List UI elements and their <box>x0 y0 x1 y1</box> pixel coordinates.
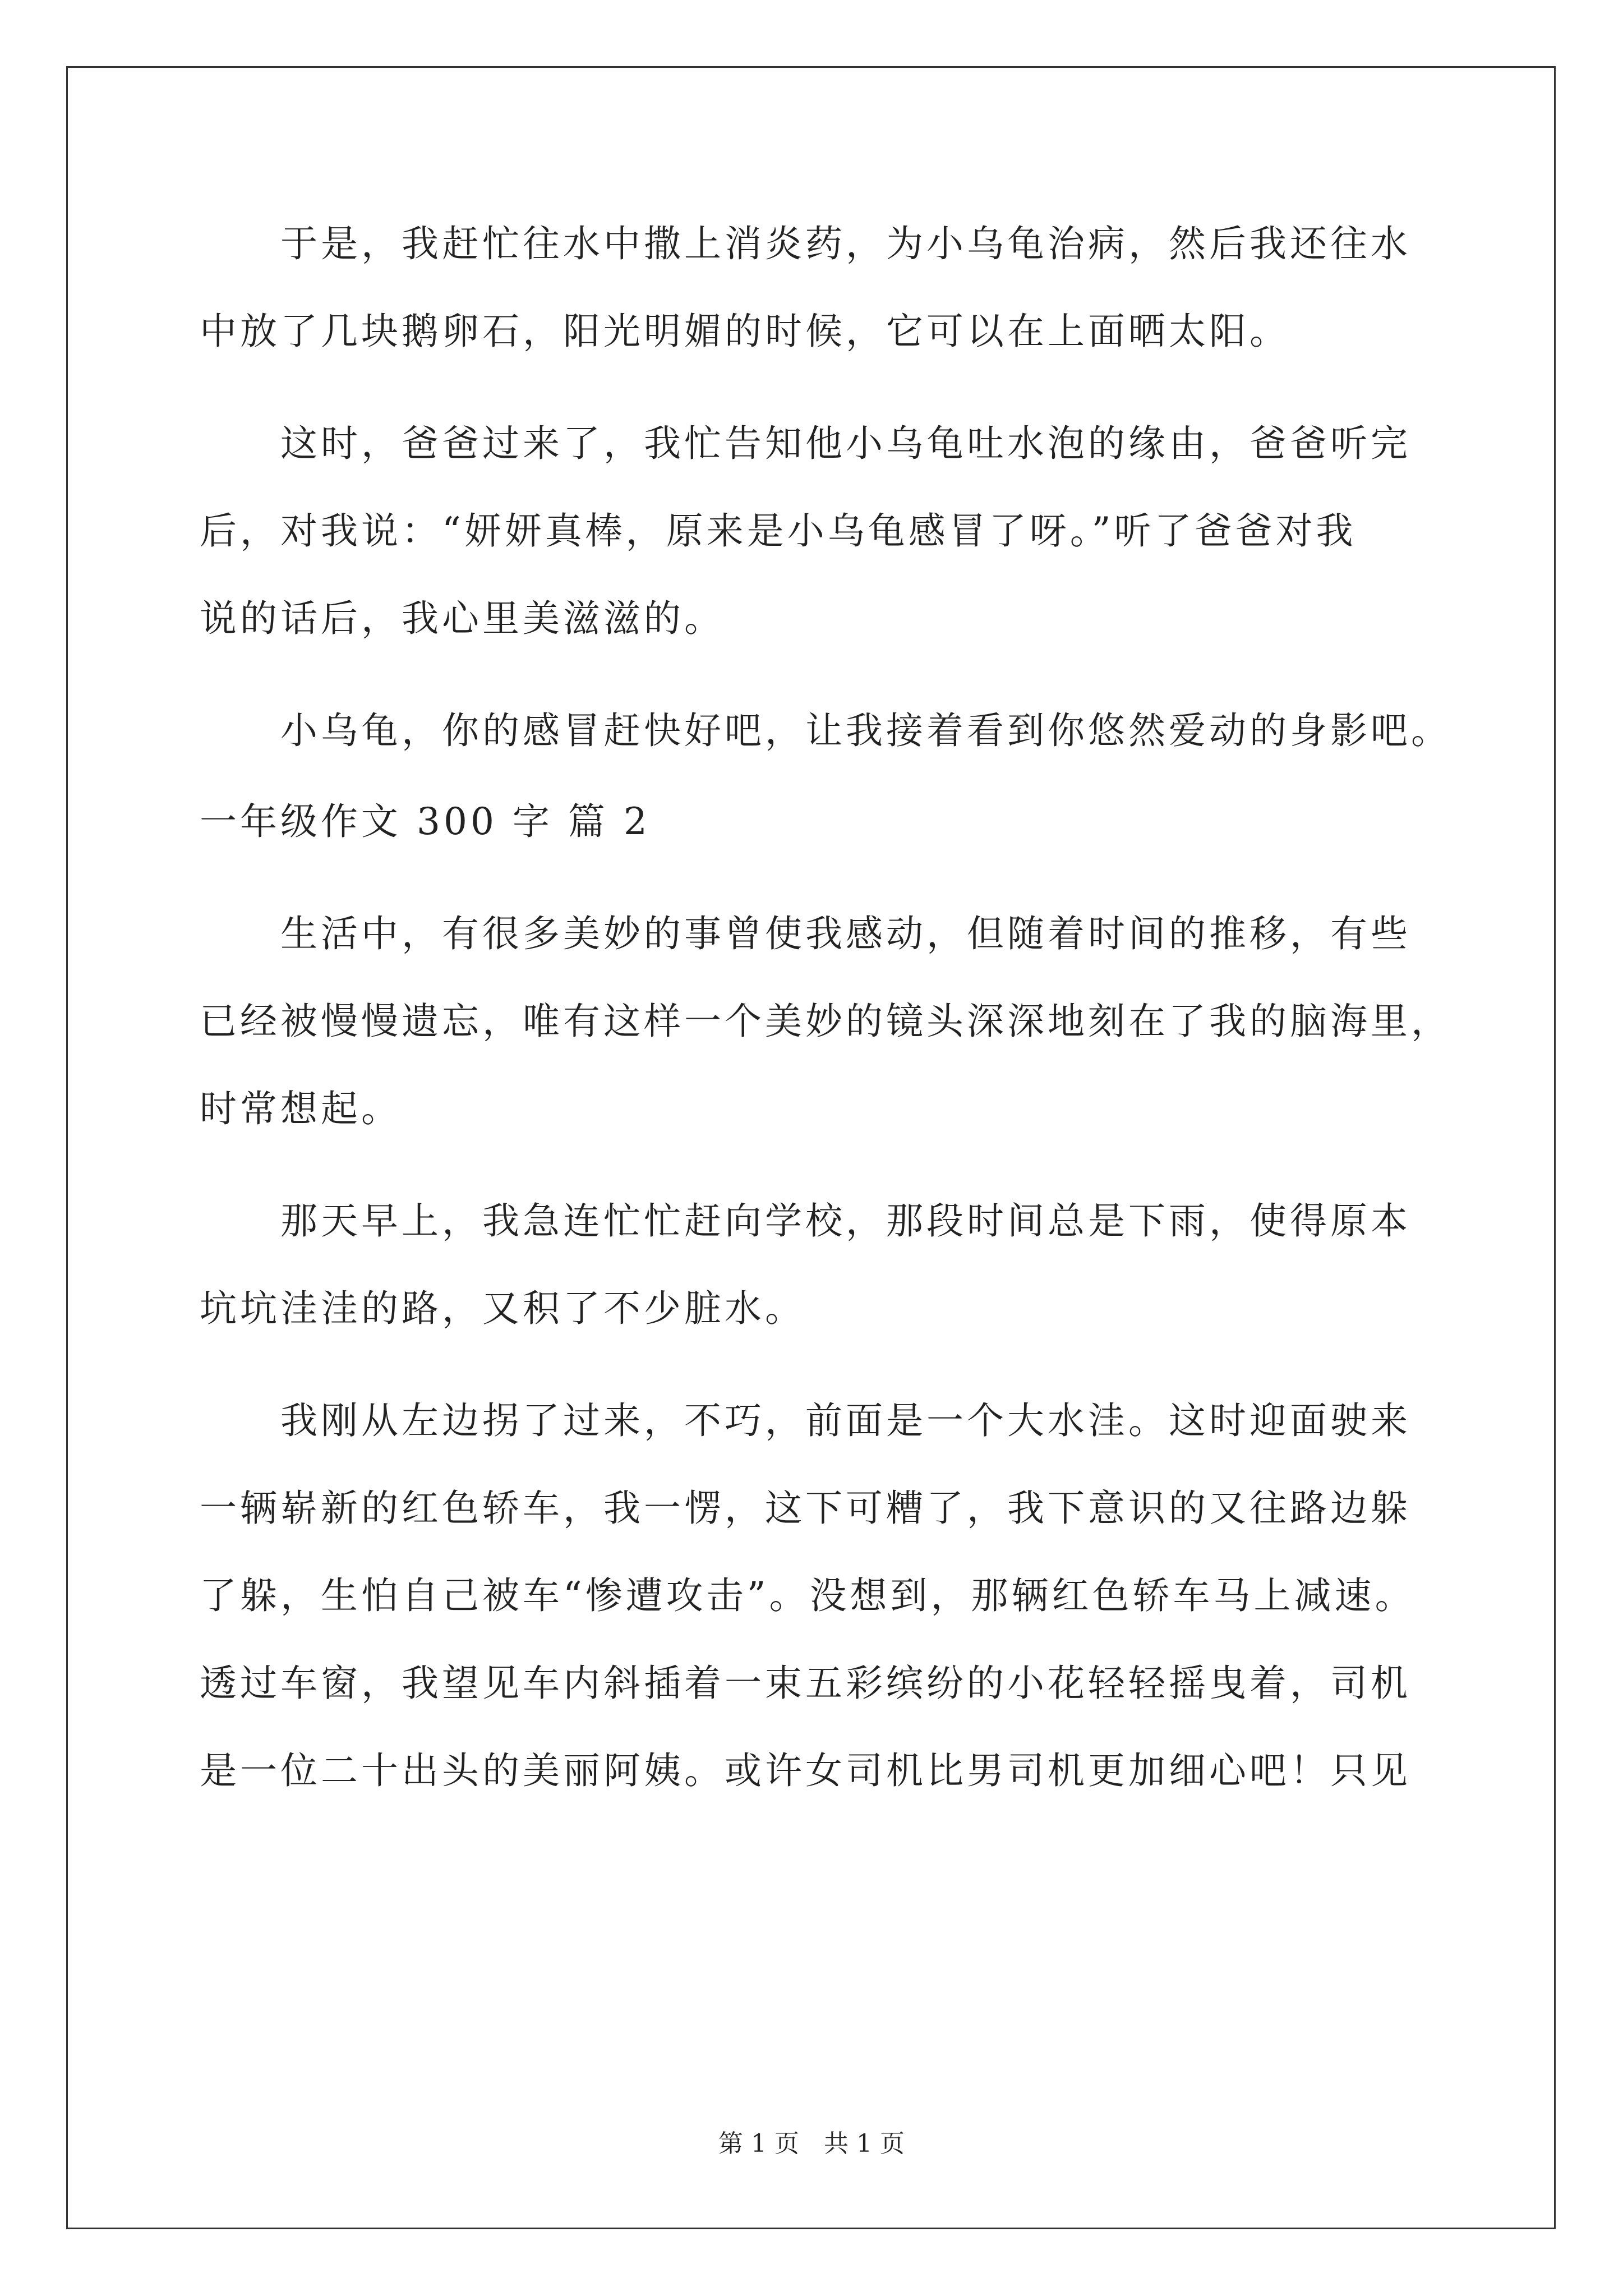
section-heading: 一年级作文 300 字 篇 2 <box>200 800 651 843</box>
text-line: 那天早上，我急连忙忙赶向学校，那段时间总是下雨，使得原本 <box>200 1199 1411 1243</box>
text-line: 了躲，生怕自己被车“惨遭攻击”。没想到，那辆红色轿车马上减速。 <box>200 1574 1415 1617</box>
page-border <box>66 66 1556 2229</box>
text-line: 已经被慢慢遗忘，唯有这样一个美妙的镜头深深地刻在了我的脑海里， <box>200 1000 1451 1043</box>
text-line: 生活中，有很多美妙的事曾使我感动，但随着时间的推移，有些 <box>200 912 1411 955</box>
text-line: 一辆崭新的红色轿车，我一愣，这下可糟了，我下意识的又往路边躲 <box>200 1487 1411 1530</box>
text-line: 时常想起。 <box>200 1087 402 1130</box>
text-line: 是一位二十出头的美丽阿姨。或许女司机比男司机更加细心吧！只见 <box>200 1749 1411 1792</box>
text-line: 于是，我赶忙往水中撒上消炎药，为小乌龟治病，然后我还往水 <box>200 222 1411 265</box>
text-line: 这时，爸爸过来了，我忙告知他小乌龟吐水泡的缘由，爸爸听完 <box>200 422 1411 465</box>
text-line: 透过车窗，我望见车内斜插着一束五彩缤纷的小花轻轻摇曳着，司机 <box>200 1662 1411 1705</box>
text-line: 后，对我说：“妍妍真棒，原来是小乌龟感冒了呀。”听了爸爸对我 <box>200 509 1357 553</box>
text-line: 小乌龟，你的感冒赶快好吧，让我接着看到你悠然爱动的身影吧。 <box>200 709 1451 752</box>
text-line: 说的话后，我心里美滋滋的。 <box>200 597 725 640</box>
text-line: 我刚从左边拐了过来，不巧，前面是一个大水洼。这时迎面驶来 <box>200 1399 1411 1442</box>
text-line: 坑坑洼洼的路，又积了不少脏水。 <box>200 1287 805 1330</box>
text-line: 中放了几块鹅卵石，阳光明媚的时候，它可以在上面晒太阳。 <box>200 310 1290 353</box>
page-footer: 第 1 页 共 1 页 <box>718 2129 905 2158</box>
